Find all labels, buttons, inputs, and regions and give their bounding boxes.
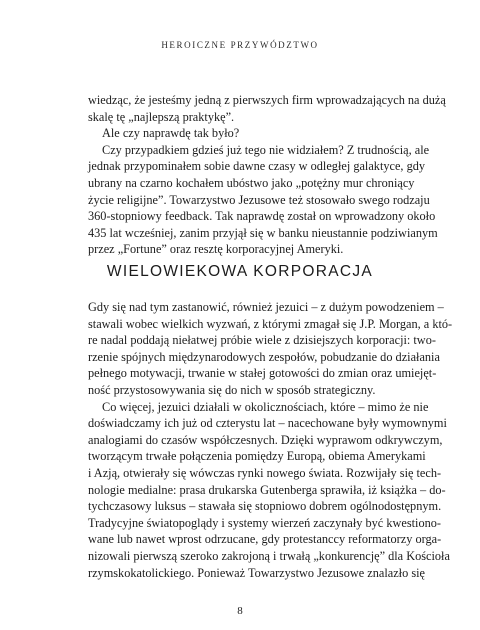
text-line: jednak przypominałem sobie dawne czasy w odległej galaktyce, gdy: [88, 159, 426, 174]
text-line: 435 lat wcześniej, zanim przyjął się w banku nieustannie podziwianym: [88, 225, 438, 240]
text-line: doświadczamy ich już od czterystu lat – nacechowane były wymownymi: [88, 416, 447, 431]
paragraph-block-intro: [88, 92, 446, 258]
text-line: pełnego motywacji, trwanie w stałej gotowości do zmian oraz umiejęt-: [88, 366, 437, 381]
section-heading: WIELOWIEKOWA KORPORACJA: [106, 263, 374, 280]
text-line: Co więcej, jezuici działali w okolicznościach, które – mimo że nie: [102, 399, 429, 414]
text-line: skalę tę „najlepszą praktykę”.: [88, 109, 235, 124]
running-head: HEROICZNE PRZYWÓDZTWO: [161, 40, 319, 50]
text-line: tychczasowy luksus – stawała się stopniowo dobrem ogólnodostępnym.: [88, 499, 442, 514]
text-line: Czy przypadkiem gdzieś już tego nie widziałem? Z trudnością, ale: [102, 142, 430, 157]
text-line: analogiami do czasów współczesnych. Dzięki wyprawom odkrywczym,: [88, 432, 443, 447]
text-line: wane lub nawet wprost odrzucane, gdy protestanccy reformatorzy orga-: [88, 532, 442, 547]
text-line: Tradycyjne światopoglądy i systemy wierzeń zaczynały być kwestiono-: [88, 515, 441, 530]
text-line: ubrany na czarno kochałem ubóstwo jako „potężny mur chroniący: [88, 175, 415, 190]
text-line: re nadal poddają niełatwej próbie wiele z dzisiejszych korporacji: two-: [88, 333, 436, 348]
text-line: nizowali pierwszą szeroko zakrojoną i trwałą „konkurencję” dla Kościoła: [88, 548, 450, 563]
text-line: Gdy się nad tym zastanowić, również jezuici – z dużym powodzeniem –: [88, 300, 444, 314]
text-line: Ale czy naprawdę tak było?: [102, 126, 240, 141]
text-line: rzymskokatolickiego. Ponieważ Towarzystwo Jezusowe znalazło się: [88, 565, 425, 580]
page-number: 8: [237, 605, 243, 617]
text-line: tworzącym trwałe połączenia pomiędzy Europą, obiema Amerykami: [88, 449, 426, 464]
text-line: życie religijne”. Towarzystwo Jezusowe też stosowało swego rodzaju: [88, 192, 430, 207]
paragraph-block-main: [88, 299, 453, 581]
text-line: 360-stopniowy feedback. Tak naprawdę został on wprowadzony około: [88, 209, 436, 224]
text-line: i Azją, otwierały się wówczas rynki nowego świata. Rozwijały się tech-: [88, 465, 442, 480]
text-line: nologie medialne: prasa drukarska Gutenberga sprawiła, iż książka – do-: [88, 482, 446, 497]
text-line: ność przystosowywania się do nich w sposób strategiczny.: [88, 382, 376, 397]
text-line: wiedząc, że jesteśmy jedną z pierwszych firm wprowadzających na dużą: [88, 93, 446, 107]
text-line: rzenie spójnych międzynarodowych zespołów, pobudzanie do działania: [88, 349, 440, 364]
text-line: stawali wobec wielkich wyzwań, z którymi zmagał się J.P. Morgan, a któ-: [88, 316, 453, 331]
text-line: przez „Fortune” oraz resztę korporacyjnej Ameryki.: [88, 242, 344, 257]
